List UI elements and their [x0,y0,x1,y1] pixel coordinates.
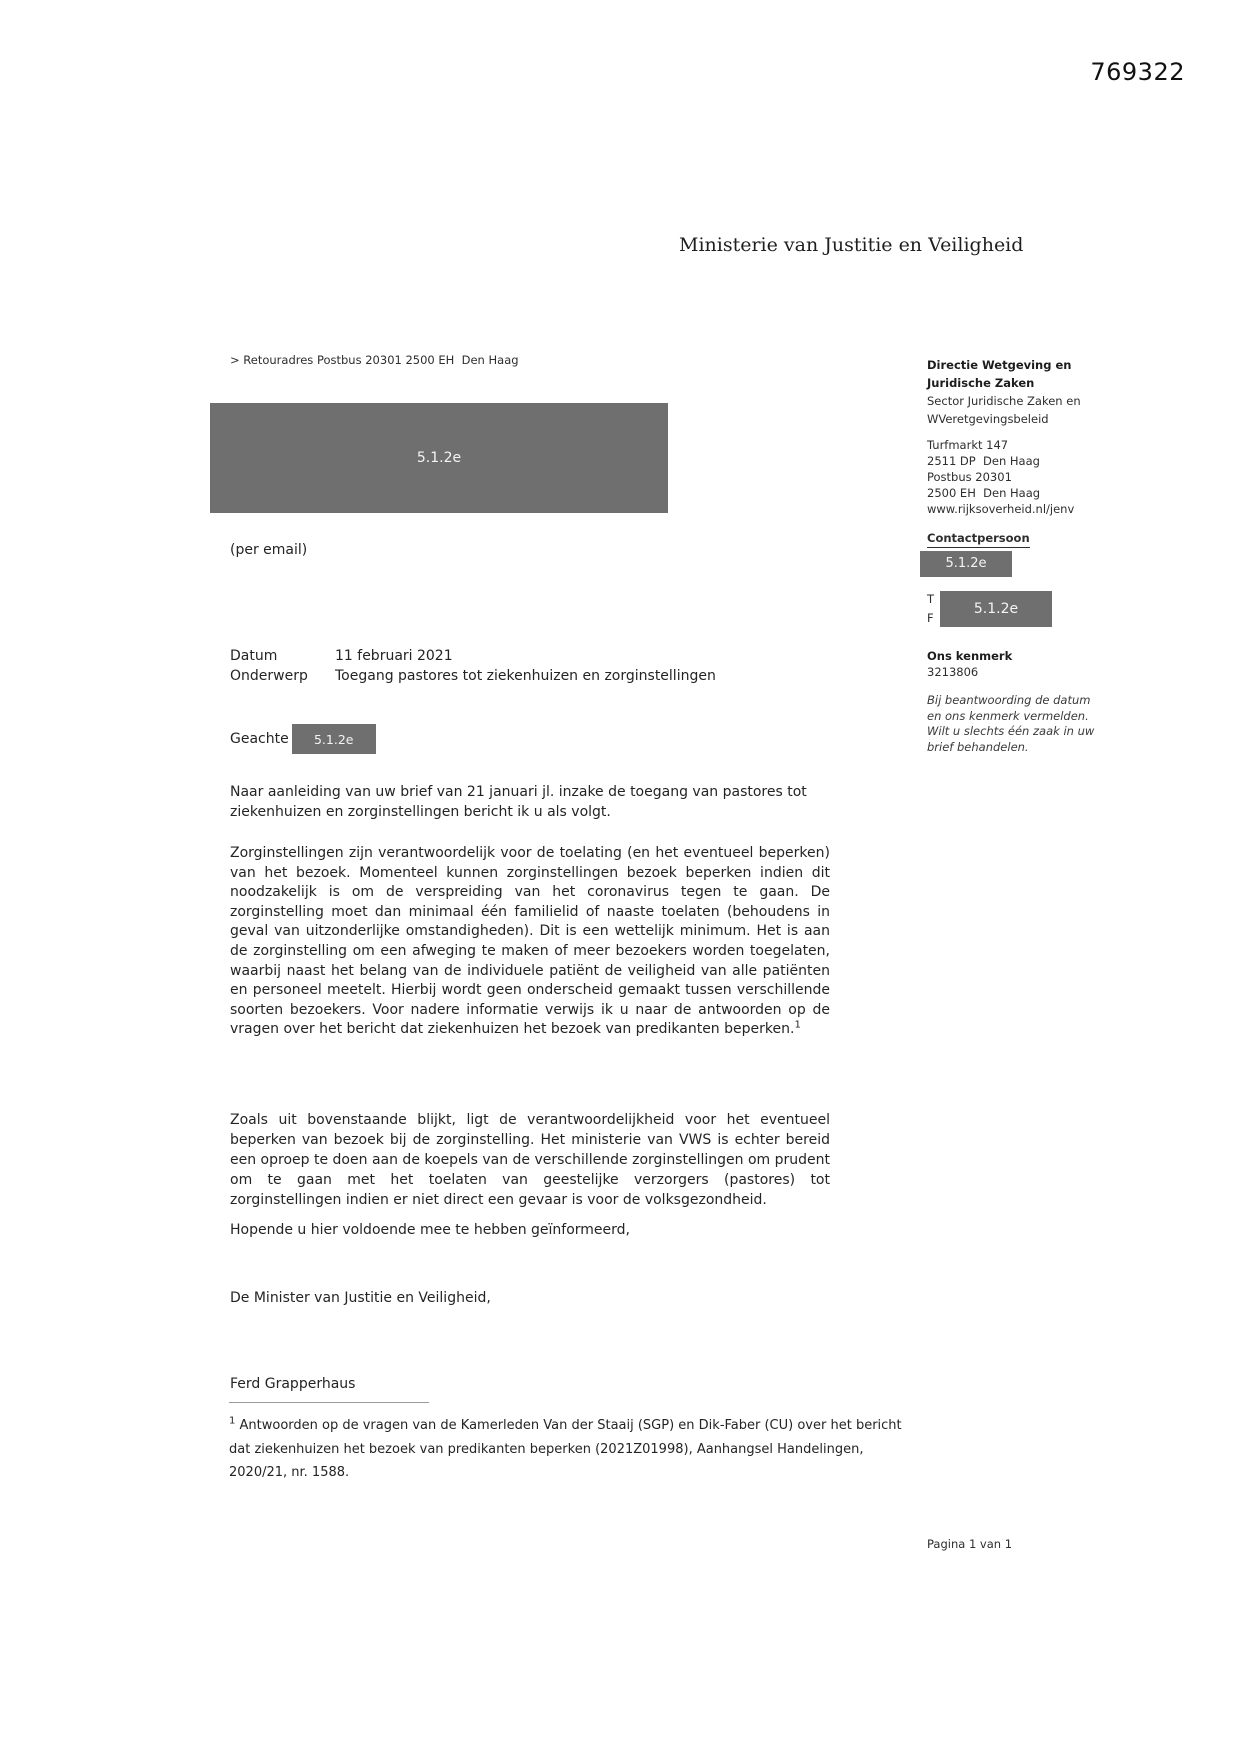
salutation-line [230,724,376,754]
address-line: 2500 EH Den Haag [927,486,1041,500]
redaction-box-salutation [292,724,376,754]
kenmerk-label: Ons kenmerk [927,649,1013,663]
phone-label: T [927,592,935,606]
per-email-note: (per email) [230,542,308,558]
note-line: Wilt u slechts één zaak in uw [927,724,1095,738]
redaction-label: 5.1.2e [313,731,354,747]
address-line: Postbus 20301 [927,470,1012,484]
phone-fax-labels [927,590,937,628]
kenmerk-block [927,648,1102,680]
datum-row [230,647,850,667]
paragraph-text: Zoals uit bovenstaande blijkt, ligt de verantwoordelijkheid voor het eventueel beperken van bezoek bij de zorginstelling. Het ministerie van VWS is echter bereid een oproep te doen aan de koepels van de verschillende zorginstellingen om prudent om te gaan met het toelaten van geestelijke verzorgers (pastores) tot zorginstellingen indien er niet direct een gevaar is voor de volksgezondheid. [230,1112,830,1208]
sector-line: WVeretgevingsbeleid [927,412,1049,426]
address-line: 2511 DP Den Haag [927,454,1040,468]
sector-line: Sector Juridische Zaken en [927,394,1081,408]
website-url: www.rijksoverheid.nl/jenv [927,502,1075,516]
address-line: Turfmarkt 147 [927,438,1009,452]
return-address: > Retouradres Postbus 20301 2500 EH Den Haag [230,353,519,367]
note-line: Bij beantwoording de datum [927,693,1091,707]
closing-line: Hopende u hier voldoende mee te hebben geïnformeerd, [230,1222,630,1238]
paragraph [230,844,830,1040]
signature-name: Ferd Grapperhaus [230,1376,356,1392]
onderwerp-row [230,667,850,687]
fax-label: F [927,611,934,625]
redaction-label: 5.1.2e [945,556,987,571]
paragraph [230,1110,830,1210]
directorate-line: Directie Wetgeving en [927,358,1072,372]
reply-instruction-note [927,693,1102,755]
paragraph-text: Naar aanleiding van uw brief van 21 januari jl. inzake de toegang van pastores tot ziekenhuizen en zorginstellingen bericht ik u als volgt. [230,784,807,820]
note-line: en ons kenmerk vermelden. [927,708,1089,723]
letter-meta [230,647,850,686]
address-block [927,437,1102,517]
ministry-header: Ministerie van Justitie en Veiligheid [679,234,1024,256]
letterhead-sidebar [927,356,1102,755]
paragraph-text: Zorginstellingen zijn verantwoordelijk voor de toelating (en het eventueel beperken) van het bezoek. Momenteel kunnen zorginstellingen bezoek beperken indien dit noodzakelijk is om de verspreiding van het coronavirus tegen te gaan. De zorginstelling moet dan minimaal één familielid of naaste toelaten (behoudens in geval van uitzonderlijke omstandigheden). Dit is een wettelijk minimum. Het is aan de zorginstelling om een afweging te maken of meer bezoekers worden toegelaten, waarbij naast het belang van de individuele patiënt de veiligheid van alle patiënten en personeel meetelt. Hierbij wordt geen onderscheid gemaakt tussen verschillende soorten bezoekers. Voor nadere informatie verwijs ik u naar de antwoorden op de vragen over het bericht dat ziekenhuizen het bezoek van predikanten beperken. [230,845,830,1038]
document-number: 769322 [1090,58,1185,86]
redaction-box-phone [940,591,1052,627]
redaction-box-addressee [210,403,668,513]
footnote-reference: 1 [794,1019,801,1031]
onderwerp-label: Onderwerp [230,667,308,684]
redaction-label: 5.1.2e [973,601,1019,617]
onderwerp-value: Toegang pastores tot ziekenhuizen en zorginstellingen [335,667,716,684]
datum-value: 11 februari 2021 [335,648,453,664]
footnote-marker: 1 [229,1415,236,1427]
paragraph [230,782,830,822]
signoff-line: De Minister van Justitie en Veiligheid, [230,1290,491,1306]
footnote-text: Antwoorden op de vragen van de Kamerleden Van der Staaij (SGP) en Dik-Faber (CU) over het bericht dat ziekenhuizen het bezoek van predikanten beperken (2021Z01998), Aanhangsel Handelingen, 2020/21, nr. 1588. [229,1418,902,1480]
page-indicator: Pagina 1 van 1 [927,1537,1013,1551]
note-line: brief behandelen. [927,739,1029,754]
redaction-label: 5.1.2e [416,450,462,466]
kenmerk-value: 3213806 [927,665,979,679]
salutation-text: Geachte [230,731,289,747]
directorate-block [927,356,1102,428]
footnote [229,1414,909,1485]
redaction-box-contact [920,551,1012,577]
phone-fax-block [927,590,1102,628]
contact-block [927,530,1102,577]
footnote-separator [229,1402,429,1403]
contact-label: Contactpersoon [927,530,1030,548]
datum-label: Datum [230,648,278,664]
directorate-line: Juridische Zaken [927,376,1035,390]
